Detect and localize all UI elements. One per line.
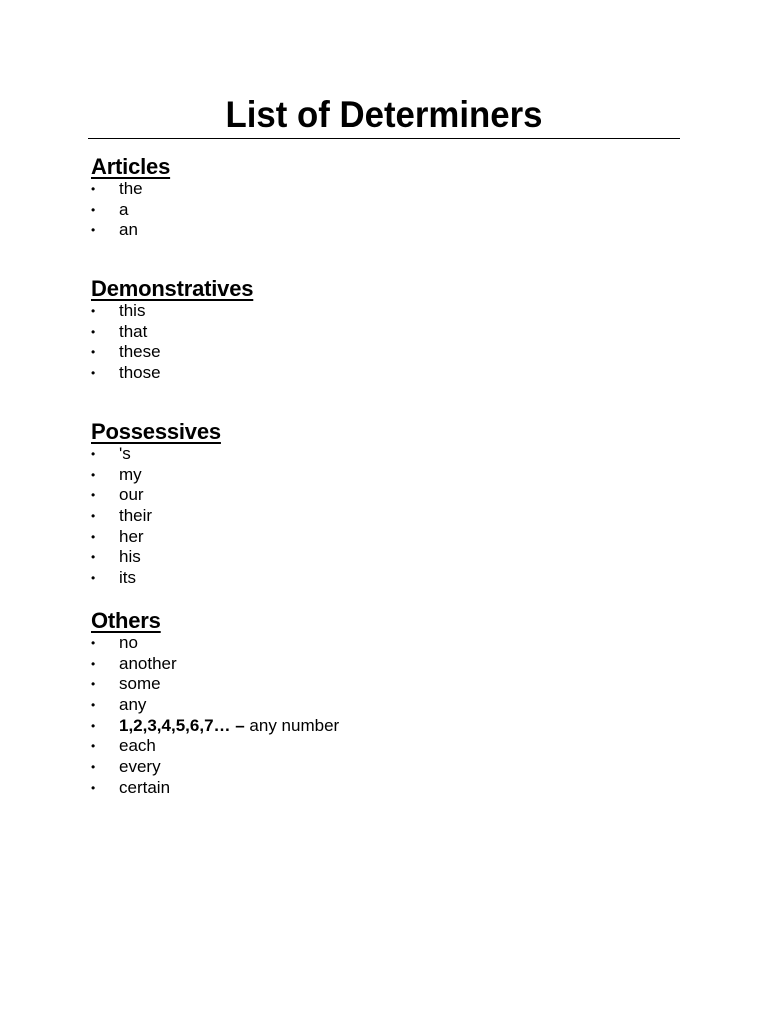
- articles-list: [91, 179, 170, 241]
- bullet-icon: •: [91, 656, 96, 671]
- bullet-icon: •: [91, 739, 96, 754]
- section-possessives: [91, 420, 221, 589]
- list-item: [91, 342, 253, 363]
- list-item-text: that: [119, 321, 148, 341]
- list-item: [91, 179, 170, 200]
- numbers-bold-text: 1,2,3,4,5,6,7… –: [119, 715, 245, 735]
- bullet-icon: •: [91, 304, 96, 318]
- list-item-text: my: [119, 464, 142, 484]
- bullet-icon: •: [91, 324, 96, 339]
- bullet-icon: •: [91, 718, 96, 733]
- list-item: [91, 736, 339, 757]
- bullet-icon: •: [91, 760, 96, 775]
- bullet-icon: •: [91, 223, 96, 238]
- bullet-icon: •: [91, 550, 96, 565]
- bullet-icon: •: [91, 571, 96, 586]
- list-item-text: this: [119, 301, 146, 320]
- list-item-text: a: [119, 199, 129, 219]
- list-item-text: her: [119, 526, 144, 546]
- list-item-text: certain: [119, 777, 171, 797]
- bullet-icon: •: [91, 677, 96, 692]
- others-list: [91, 633, 339, 799]
- bullet-icon: •: [91, 366, 96, 381]
- list-item: [91, 674, 339, 695]
- list-item-text: their: [119, 506, 153, 526]
- list-item: [91, 633, 339, 654]
- list-item-text: no: [119, 633, 138, 652]
- demonstratives-list: [91, 301, 253, 384]
- numbers-plain-text: any number: [244, 715, 340, 735]
- list-item-text: 's: [119, 444, 131, 463]
- list-item-text: these: [119, 342, 161, 362]
- bullet-icon: •: [91, 509, 96, 524]
- list-item-text: some: [119, 674, 161, 694]
- page-title: List of Determiners: [225, 94, 543, 135]
- section-heading-others: Others: [91, 608, 161, 633]
- section-heading-demonstratives: Demonstratives: [91, 276, 254, 301]
- list-item: [91, 568, 221, 589]
- list-item: [91, 200, 170, 221]
- list-item: [91, 547, 221, 568]
- list-item: [91, 220, 170, 241]
- possessives-list: [91, 444, 221, 589]
- bullet-icon: •: [91, 467, 96, 482]
- list-item: [91, 527, 221, 548]
- list-item: [91, 778, 339, 799]
- list-item: [91, 363, 253, 384]
- bullet-icon: •: [91, 345, 96, 360]
- section-heading-articles: Articles: [91, 154, 171, 179]
- list-item: [91, 444, 221, 465]
- section-demonstratives: [91, 277, 253, 384]
- section-others: [91, 609, 339, 799]
- list-item-text: an: [119, 220, 138, 240]
- list-item: [91, 485, 221, 506]
- list-item: [91, 465, 221, 486]
- list-item: [91, 506, 221, 527]
- list-item: [91, 301, 253, 322]
- list-item-text: each: [119, 736, 156, 756]
- bullet-icon: •: [91, 182, 96, 196]
- list-item: [91, 695, 339, 716]
- list-item-numbers: [91, 716, 339, 737]
- list-item-text: its: [119, 568, 136, 588]
- bullet-icon: •: [91, 529, 96, 544]
- list-item-text: another: [119, 653, 177, 673]
- list-item: [91, 322, 253, 343]
- title-underline-rule: [88, 138, 680, 139]
- list-item-text: our: [119, 485, 144, 505]
- list-item: [91, 654, 339, 675]
- bullet-icon: •: [91, 447, 96, 461]
- bullet-icon: •: [91, 636, 96, 650]
- bullet-icon: •: [91, 698, 96, 713]
- list-item: [91, 757, 339, 778]
- bullet-icon: •: [91, 202, 96, 217]
- section-heading-possessives: Possessives: [91, 419, 221, 444]
- list-item-text: those: [119, 363, 161, 383]
- list-item-text: the: [119, 179, 143, 198]
- bullet-icon: •: [91, 488, 96, 503]
- bullet-icon: •: [91, 780, 96, 795]
- list-item-text: any: [119, 695, 147, 715]
- list-item-text: every: [119, 757, 161, 777]
- section-articles: [91, 155, 170, 241]
- list-item-text: his: [119, 547, 141, 567]
